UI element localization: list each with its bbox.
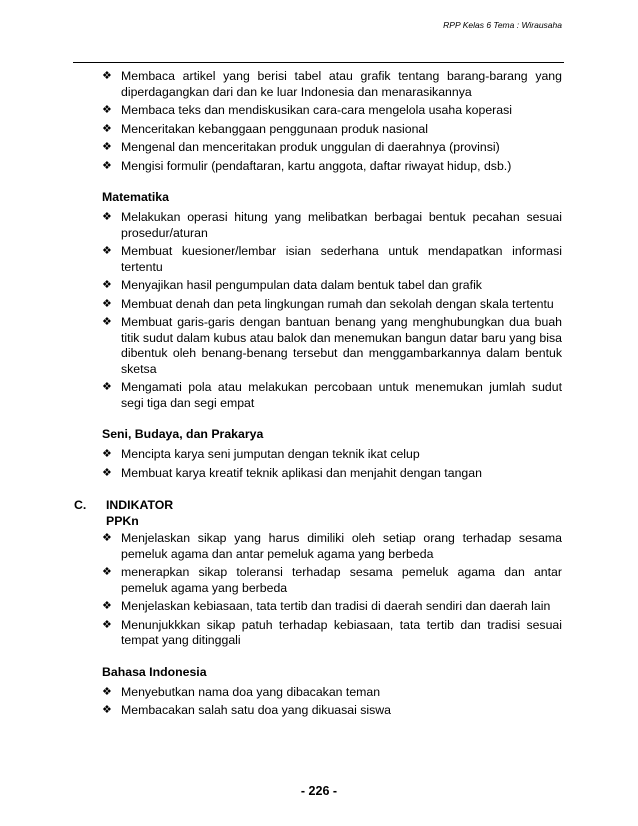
diamond-bullet-icon: ❖ (102, 466, 112, 479)
diamond-bullet-icon: ❖ (102, 245, 112, 257)
list-item: ❖ Melakukan operasi hitung yang melibatkan berbagai bentuk pecahan sesuai prosedur/aturan (102, 210, 562, 240)
list-item: ❖ Mencipta karya seni jumputan dengan teknik ikat celup (102, 447, 420, 461)
diamond-bullet-icon: ❖ (102, 685, 112, 698)
list-item: ❖ Membaca teks dan mendiskusikan cara-cara mengelola usaha koperasi (102, 103, 512, 117)
matematika-list (0, 210, 638, 411)
sbdp-heading: Seni, Budaya, dan Prakarya (102, 427, 264, 441)
bahasa-indonesia-list (0, 685, 638, 719)
diamond-bullet-icon: ❖ (102, 297, 112, 310)
diamond-bullet-icon: ❖ (102, 381, 112, 393)
list-item: ❖ Mengamati pola atau melakukan percobaan untuk menemukan jumlah sudut segi tiga dan segi empat (102, 380, 562, 410)
diamond-bullet-icon: ❖ (102, 104, 112, 116)
list-item: ❖ Menyebutkan nama doa yang dibacakan teman (102, 684, 381, 699)
sbdp-list (0, 447, 638, 481)
list-item: ❖ menerapkan sikap toleransi terhadap sesama pemeluk agama dan antar pemeluk agama yang berbeda (102, 565, 562, 595)
diamond-bullet-icon: ❖ (102, 566, 112, 578)
diamond-bullet-icon: ❖ (102, 141, 112, 153)
diamond-bullet-icon: ❖ (102, 122, 112, 135)
matematika-heading: Matematika (102, 190, 169, 204)
section-letter: C. (74, 498, 87, 512)
list-item: ❖ Mengisi formulir (pendaftaran, kartu anggota, daftar riwayat hidup, dsb.) (102, 158, 512, 173)
list-item: ❖ Membuat karya kreatif teknik aplikasi dan menjahit dengan tangan (102, 465, 482, 480)
running-header: RPP Kelas 6 Tema : Wirausaha (443, 20, 562, 30)
page-number: - 226 - (300, 784, 338, 798)
ppkn-list (0, 531, 638, 649)
diamond-bullet-icon: ❖ (102, 279, 112, 291)
bahasa-list (0, 69, 638, 174)
list-item: ❖ Mengenal dan menceritakan produk unggulan di daerahnya (provinsi) (102, 140, 500, 154)
list-item: ❖ Menyajikan hasil pengumpulan data dalam bentuk tabel dan grafik (102, 278, 482, 292)
list-item: ❖ Menunjukkkan sikap patuh terhadap kebiasaan, tata tertib dan tradisi sesuai tempat yang ditinggali (102, 617, 562, 647)
diamond-bullet-icon: ❖ (102, 448, 112, 460)
bahasa-indonesia-heading: Bahasa Indonesia (102, 664, 207, 679)
diamond-bullet-icon: ❖ (102, 316, 112, 328)
list-item: ❖ Membaca artikel yang berisi tabel atau grafik tentang barang-barang yang diperdagangkan dari dan ke luar Indonesia dan menarasikannya (102, 69, 562, 99)
list-item: ❖ Menceritakan kebanggaan penggunaan produk nasional (102, 121, 428, 136)
section-title: INDIKATOR (106, 498, 174, 512)
diamond-bullet-icon: ❖ (102, 600, 112, 612)
list-item: ❖ Membuat garis-garis dengan bantuan benang yang menghubungkan dua buah titik sudut dalam kubus atau balok dan menemukan bangun datar baru yang bisa dibentuk oleh benang-benang tersebut dan menggambarkannya dalam bentuk sketsa (102, 315, 562, 376)
section-c-heading (0, 497, 638, 513)
list-item: ❖ Membuat kuesioner/lembar isian sederhana untuk mendapatkan informasi tertentu (102, 244, 562, 274)
list-item: ❖ Menjelaskan sikap yang harus dimiliki oleh setiap orang terhadap sesama pemeluk agama dan antar pemeluk agama yang berbeda (102, 531, 562, 561)
ppkn-heading: PPKn (106, 514, 139, 528)
list-item: ❖ Membuat denah dan peta lingkungan rumah dan sekolah dengan skala tertentu (102, 296, 554, 311)
diamond-bullet-icon: ❖ (102, 211, 112, 223)
diamond-bullet-icon: ❖ (102, 618, 112, 631)
page-content (0, 69, 638, 722)
header-rule (73, 62, 564, 63)
diamond-bullet-icon: ❖ (102, 532, 112, 544)
diamond-bullet-icon: ❖ (102, 704, 112, 716)
list-item: ❖ Membacakan salah satu doa yang dikuasai siswa (102, 703, 392, 717)
diamond-bullet-icon: ❖ (102, 70, 112, 82)
diamond-bullet-icon: ❖ (102, 159, 112, 172)
list-item: ❖ Menjelaskan kebiasaan, tata tertib dan tradisi di daerah sendiri dan daerah lain (102, 599, 551, 613)
